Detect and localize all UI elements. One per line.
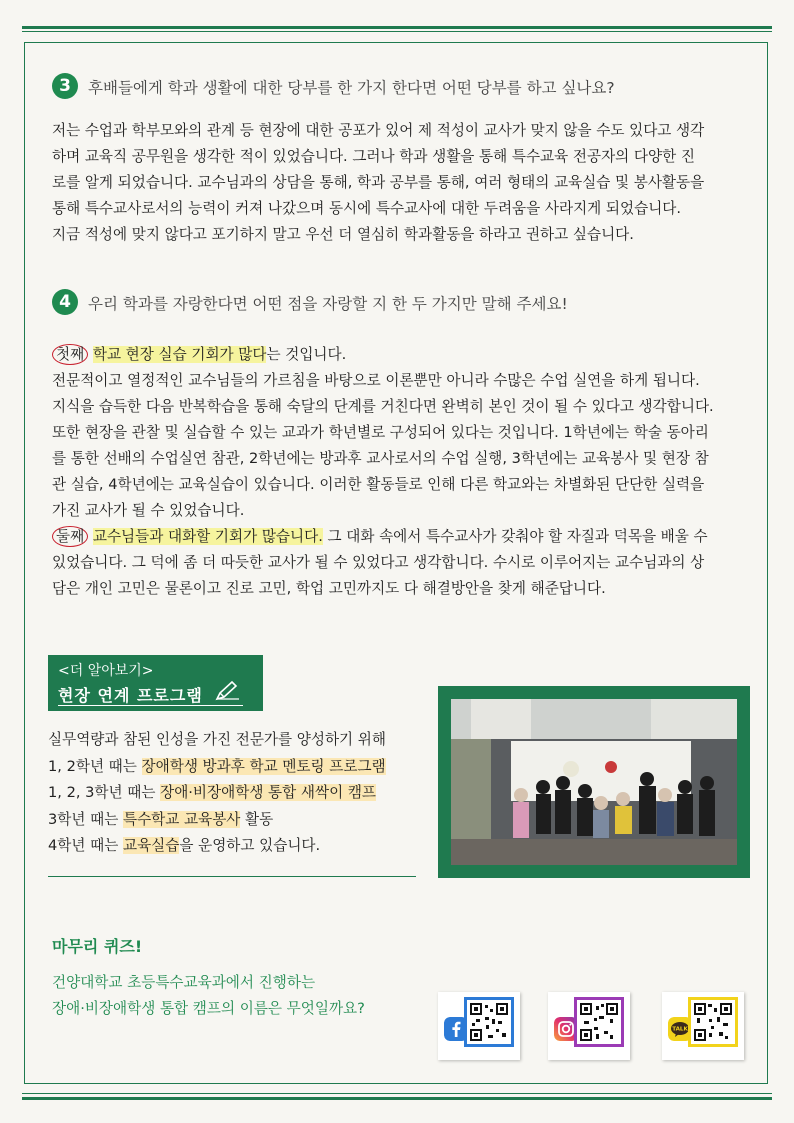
- second-rest: 그 대화 속에서 특수교사가 갖춰야 할 자질과 덕목을 배울 수: [322, 528, 708, 545]
- answer-line: 저는 수업과 학부모와의 관계 등 현장에 대한 공포가 있어 제 적성이 교사가 맞지 않을 수도 있다고 생각: [52, 122, 705, 139]
- answer-line: 로를 알게 되었습니다. 교수님과의 상담을 통해, 학과 공부를 통해, 여러 형태의 교육실습 및 봉사활동을: [52, 174, 705, 191]
- answer-line: 하며 교육직 공무원을 생각한 적이 있었습니다. 그러나 학과 생활을 통해 특수교육 전공자의 다양한 진: [52, 148, 695, 165]
- answer-line: 담은 개인 고민은 물론이고 진로 고민, 학업 고민까지도 다 해결방안을 찾게 해준답니다.: [52, 580, 606, 597]
- program-list: [48, 727, 386, 860]
- more-info-header: [48, 655, 263, 711]
- item-suffix: 을 운영하고 있습니다.: [179, 837, 321, 854]
- answer-line: 지금 적성에 맞지 않다고 포기하지 말고 우선 더 열심히 학과활동을 하라고 권하고 싶습니다.: [52, 226, 634, 243]
- item-prefix: 1, 2학년 때는: [48, 757, 142, 775]
- title-underline: [58, 705, 243, 706]
- answer-line: 지식을 습득한 다음 반복학습을 통해 숙달의 단계를 거친다면 완벽히 본인 것이 될 수 있다고 생각합니다.: [52, 398, 714, 415]
- group-photo: [451, 699, 737, 865]
- answer-line: 전문적이고 열정적인 교수님들의 가르침을 바탕으로 이론뿐만 아니라 수많은 수업 실연을 하게 됩니다.: [52, 372, 700, 389]
- instagram-qr-card[interactable]: [548, 992, 630, 1060]
- qr-pattern: [580, 1003, 618, 1041]
- item-highlight: 특수학교 교육봉사: [122, 810, 241, 828]
- second-point-line: [52, 524, 767, 550]
- kakaotalk-qr-code: [688, 997, 738, 1047]
- group-photo-frame: [438, 686, 750, 878]
- item-highlight: 교육실습: [122, 837, 180, 854]
- item-highlight: 장애·비장애학생 통합 새싹이 캠프: [160, 784, 377, 801]
- program-divider: [48, 876, 416, 877]
- item-suffix: 활동: [240, 810, 274, 828]
- qr-pattern: [470, 1003, 508, 1041]
- answer-line: 통해 특수교사로서의 능력이 커져 나갔으며 동시에 특수교사에 대한 두려움을 사라지게 되었습니다.: [52, 200, 682, 217]
- second-highlight: 교수님들과 대화할 기회가 많습니다.: [92, 528, 323, 545]
- program-item: [48, 807, 386, 834]
- first-label: 첫째: [52, 344, 88, 365]
- program-intro: 실무역량과 참된 인성을 가진 전문가를 양성하기 위해: [48, 731, 386, 748]
- program-item: [48, 833, 386, 860]
- first-point-line: [52, 342, 767, 368]
- facebook-qr-code: [464, 997, 514, 1047]
- first-highlight: 학교 현장 실습 기회가 많다: [92, 346, 267, 363]
- quiz-title: 마무리 퀴즈!: [52, 937, 143, 956]
- facebook-qr-card[interactable]: [438, 992, 520, 1060]
- top-rule-thick: [22, 26, 772, 29]
- first-rest: 는 것입니다.: [266, 346, 347, 363]
- more-info-title: 현장 연계 프로그램: [58, 686, 203, 705]
- answer-line: 가진 교사가 될 수 있었습니다.: [52, 502, 245, 519]
- question-3-title: 후배들에게 학과 생활에 대한 당부를 한 가지 한다면 어떤 당부를 하고 싶나요?: [88, 79, 615, 97]
- question-3-answer: [52, 118, 767, 248]
- item-highlight: 장애학생 방과후 학교 멘토링 프로그램: [141, 757, 386, 775]
- bottom-rule-thick: [22, 1097, 772, 1100]
- pencil-icon: [214, 680, 240, 702]
- question-4-answer: [52, 342, 767, 602]
- program-item: [48, 754, 386, 781]
- answer-line: 를 통한 선배의 수업실연 참관, 2학년에는 방과후 교사로서의 수업 실행, 3학년에는 교육봉사 및 현장 참: [52, 450, 709, 467]
- question-3-badge: 3: [52, 73, 78, 99]
- program-item: [48, 780, 386, 807]
- top-rule-thin: [22, 31, 772, 32]
- answer-line: 있었습니다. 그 덕에 좀 더 따듯한 교사가 될 수 있었다고 생각합니다. 수시로 이루어지는 교수님과의 상: [52, 554, 705, 571]
- instagram-qr-code: [574, 997, 624, 1047]
- more-info-label: <더 알아보기>: [58, 663, 154, 679]
- qr-pattern: [694, 1003, 732, 1041]
- question-4-badge: 4: [52, 289, 78, 315]
- quiz-line: 건양대학교 초등특수교육과에서 진행하는: [52, 974, 316, 991]
- question-4-title: 우리 학과를 자랑한다면 어떤 점을 자랑할 지 한 두 가지만 말해 주세요!: [88, 295, 568, 313]
- bottom-rule-thin: [22, 1093, 772, 1094]
- kakaotalk-qr-card[interactable]: [662, 992, 744, 1060]
- answer-line: 또한 현장을 관찰 및 실습할 수 있는 교과가 학년별로 구성되어 있다는 것입니다. 1학년에는 학술 동아리: [52, 424, 709, 441]
- kakaotalk-label: TALK: [672, 1026, 688, 1033]
- answer-line: 관 실습, 4학년에는 교육실습이 있습니다. 이러한 활동들로 인해 다른 학교와는 차별화된 단단한 실력을: [52, 476, 705, 493]
- item-prefix: 3학년 때는: [48, 810, 123, 828]
- item-prefix: 4학년 때는: [48, 837, 123, 854]
- quiz-question: [52, 970, 365, 1022]
- item-prefix: 1, 2, 3학년 때는: [48, 784, 161, 801]
- quiz-line: 장애·비장애학생 통합 캠프의 이름은 무엇일까요?: [52, 1000, 365, 1017]
- second-label: 둘째: [52, 526, 88, 547]
